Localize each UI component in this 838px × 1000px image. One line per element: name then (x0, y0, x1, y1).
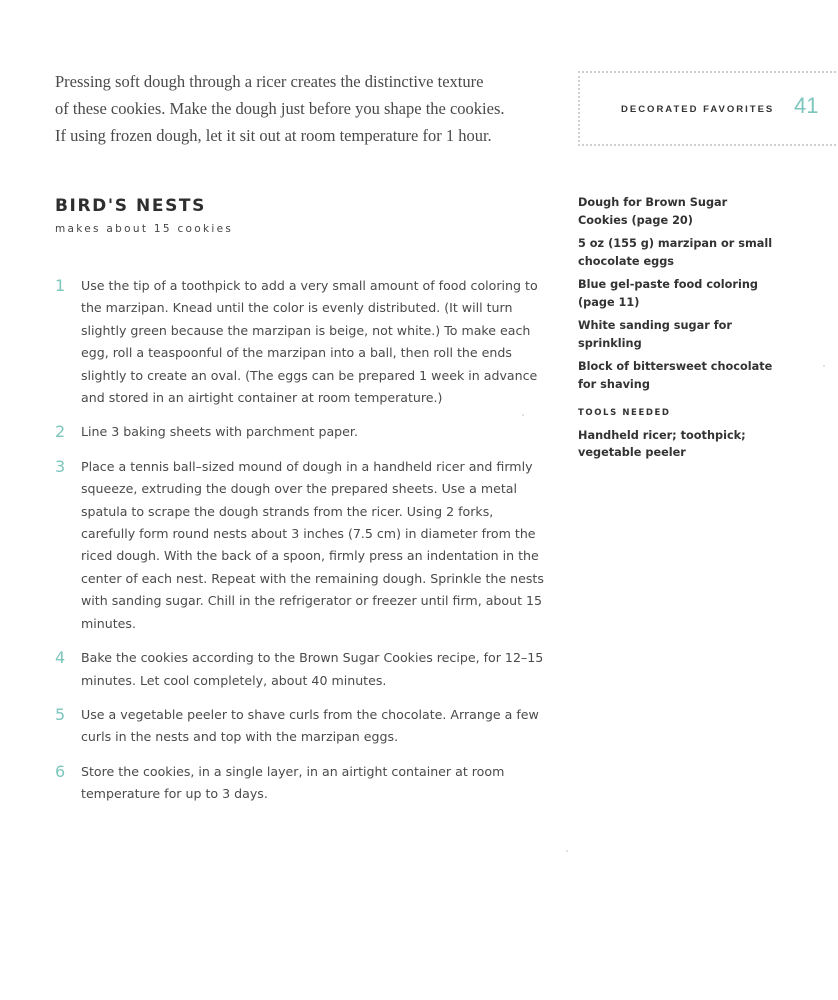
step-number: 5 (55, 704, 66, 724)
step-text: Line 3 baking sheets with parchment paper. (81, 424, 358, 440)
step-item (55, 456, 545, 635)
scan-speck (566, 850, 568, 852)
step-item (55, 761, 545, 806)
recipe-title: BIRD'S NESTS (55, 196, 206, 216)
scan-speck (823, 365, 825, 367)
ingredient-item: 5 oz (155 g) marzipan or small chocolate eggs (578, 237, 773, 268)
step-number: 1 (55, 276, 66, 295)
step-text: Bake the cookies according to the Brown Sugar Cookies recipe, for 12–15 minutes. Let cool completely, about 40 minutes. (81, 650, 544, 688)
intro-line: If using frozen dough, let it sit out at room temperature for 1 hour. (55, 126, 492, 145)
scan-speck (522, 414, 524, 416)
intro-paragraph (55, 68, 545, 149)
step-number: 2 (55, 422, 66, 442)
section-name: DECORATED FAVORITES (621, 104, 775, 115)
ingredient-item: Block of bittersweet chocolate for shaving (578, 360, 773, 391)
page-number: 41 (794, 93, 819, 118)
tools-heading: TOOLS NEEDED (578, 408, 671, 418)
ingredient-item: Blue gel-paste food coloring (page 11) (578, 278, 758, 309)
step-item (55, 421, 545, 443)
step-text: Use a vegetable peeler to shave curls from the chocolate. Arrange a few curls in the nests and top with the marzipan eggs. (81, 706, 539, 745)
recipe-yield: makes about 15 cookies (55, 223, 234, 235)
step-item (55, 275, 545, 409)
step-item (55, 647, 545, 692)
intro-line: Pressing soft dough through a ricer creates the distinctive texture (55, 72, 484, 91)
step-item (55, 704, 545, 749)
ingredient-item: White sanding sugar for sprinkling (578, 319, 733, 350)
ingredient-item: Dough for Brown Sugar Cookies (page 20) (578, 196, 728, 227)
step-number: 3 (55, 456, 66, 476)
method-steps (55, 275, 545, 818)
step-text: Place a tennis ball–sized mound of dough in a handheld ricer and firmly squeeze, extruding the dough over the prepared sheets. Use a metal spatula to scrape the dough strands from the ricer. Using 2 forks, carefully form round nests about 3 inches (7.5 cm) in diameter from the riced dough. With the back of a spoon, firmly press an indentation in the center of each nest. Repeat with the remaining dough. Sprinkle the nests with sanding sugar. Chill in the refrigerator or freezer until firm, about 15 minutes. (81, 458, 544, 631)
step-text: Store the cookies, in a single layer, in an airtight container at room temperature for up to 3 days. (81, 763, 505, 802)
running-header (578, 71, 838, 146)
step-number: 4 (55, 648, 66, 668)
step-number: 6 (55, 761, 66, 781)
tools-list: Handheld ricer; toothpick; vegetable peeler (578, 428, 746, 459)
step-text: Use the tip of a toothpick to add a very small amount of food coloring to the marzipan. Knead until the color is evenly distributed. (It will turn slightly green because the marzipan is beige, not white.) To make each egg, roll a teaspoonful of the marzipan into a ball, then roll the ends slightly to create an oval. (The eggs can be prepared 1 week in advance and stored in an airtight container at room temperature.) (81, 278, 538, 406)
intro-line: of these cookies. Make the dough just before you shape the cookies. (55, 99, 505, 118)
ingredients-list (578, 194, 778, 468)
